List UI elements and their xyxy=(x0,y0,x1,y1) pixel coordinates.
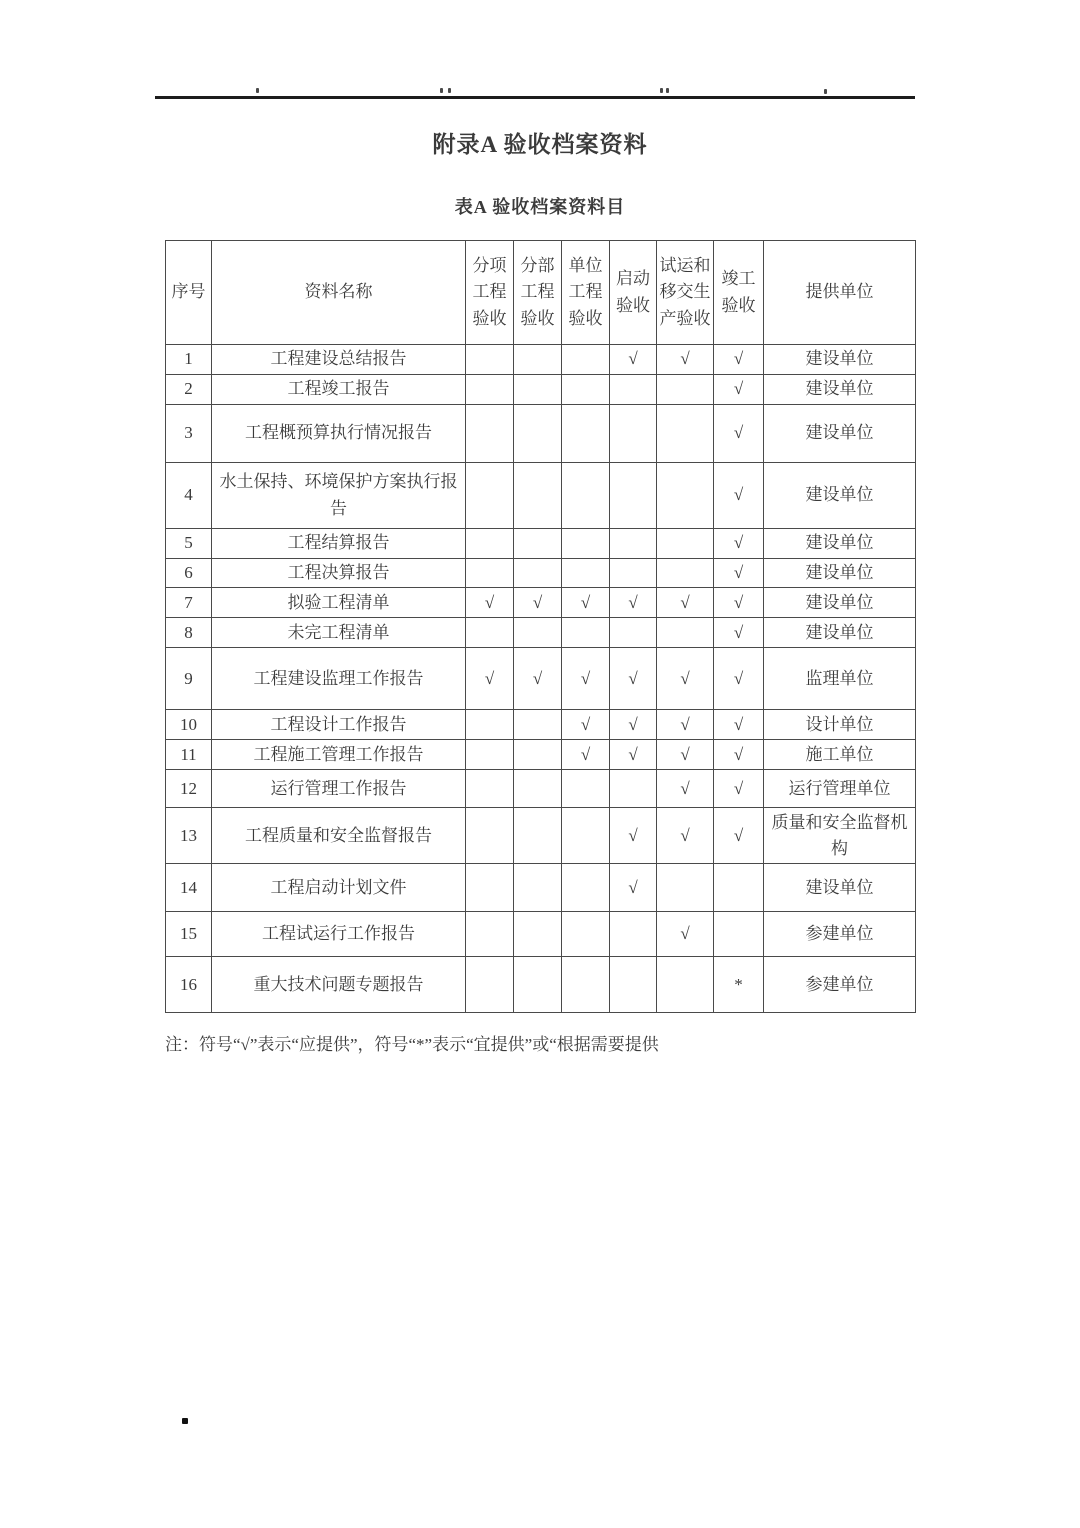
col-header-startup-acceptance: 启动验收 xyxy=(610,241,657,345)
col-header-material-name: 资料名称 xyxy=(212,241,466,345)
row-number: 11 xyxy=(166,740,212,770)
mark-trial-handover xyxy=(657,529,714,559)
mark-trial-handover xyxy=(657,405,714,463)
table-row xyxy=(166,740,916,770)
row-number: 16 xyxy=(166,957,212,1013)
mark-completion: √ xyxy=(714,463,764,529)
mark-trial-handover: √ xyxy=(657,808,714,864)
mark-trial-handover xyxy=(657,375,714,405)
row-number: 15 xyxy=(166,912,212,957)
mark-division: √ xyxy=(514,648,562,710)
row-number: 8 xyxy=(166,618,212,648)
mark-division xyxy=(514,559,562,588)
mark-startup: √ xyxy=(610,808,657,864)
mark-completion: √ xyxy=(714,529,764,559)
mark-division xyxy=(514,618,562,648)
col-header-provider-unit: 提供单位 xyxy=(764,241,916,345)
mark-subitem xyxy=(466,345,514,375)
mark-unit xyxy=(562,405,610,463)
smudge-mark xyxy=(256,88,259,93)
material-name: 工程结算报告 xyxy=(212,529,466,559)
row-number: 5 xyxy=(166,529,212,559)
mark-trial-handover xyxy=(657,957,714,1013)
mark-completion xyxy=(714,864,764,912)
mark-completion: √ xyxy=(714,618,764,648)
material-name: 拟验工程清单 xyxy=(212,588,466,618)
material-name: 工程试运行工作报告 xyxy=(212,912,466,957)
table-row xyxy=(166,375,916,405)
row-number: 9 xyxy=(166,648,212,710)
provider-unit: 监理单位 xyxy=(764,648,916,710)
material-name: 工程概预算执行情况报告 xyxy=(212,405,466,463)
mark-subitem xyxy=(466,529,514,559)
mark-subitem xyxy=(466,559,514,588)
page-title: 附录A 验收档案资料 xyxy=(432,132,648,157)
table-row xyxy=(166,770,916,808)
row-number: 13 xyxy=(166,808,212,864)
row-number: 12 xyxy=(166,770,212,808)
header-rule xyxy=(155,96,915,99)
table-row xyxy=(166,463,916,529)
table-row xyxy=(166,808,916,864)
provider-unit: 建设单位 xyxy=(764,345,916,375)
mark-startup: √ xyxy=(610,345,657,375)
mark-unit xyxy=(562,463,610,529)
mark-subitem xyxy=(466,957,514,1013)
row-number: 6 xyxy=(166,559,212,588)
mark-subitem xyxy=(466,618,514,648)
mark-unit xyxy=(562,957,610,1013)
table-row xyxy=(166,648,916,710)
mark-unit xyxy=(562,529,610,559)
mark-division xyxy=(514,808,562,864)
provider-unit: 建设单位 xyxy=(764,618,916,648)
mark-completion: √ xyxy=(714,740,764,770)
table-body xyxy=(166,345,916,1013)
mark-trial-handover: √ xyxy=(657,740,714,770)
mark-trial-handover: √ xyxy=(657,912,714,957)
table-row xyxy=(166,912,916,957)
table-header-row xyxy=(166,241,916,345)
provider-unit: 参建单位 xyxy=(764,957,916,1013)
mark-startup: √ xyxy=(610,588,657,618)
smudge-mark xyxy=(824,89,827,94)
mark-completion: √ xyxy=(714,345,764,375)
material-name: 工程施工管理工作报告 xyxy=(212,740,466,770)
mark-division xyxy=(514,770,562,808)
mark-startup: √ xyxy=(610,864,657,912)
mark-subitem xyxy=(466,463,514,529)
mark-completion: √ xyxy=(714,375,764,405)
mark-startup xyxy=(610,375,657,405)
provider-unit: 运行管理单位 xyxy=(764,770,916,808)
mark-trial-handover xyxy=(657,864,714,912)
mark-trial-handover xyxy=(657,463,714,529)
mark-division xyxy=(514,405,562,463)
mark-trial-handover: √ xyxy=(657,770,714,808)
acceptance-archive-table xyxy=(165,240,916,1013)
stray-dot xyxy=(182,1418,188,1424)
row-number: 1 xyxy=(166,345,212,375)
mark-division xyxy=(514,740,562,770)
mark-unit xyxy=(562,808,610,864)
mark-unit xyxy=(562,559,610,588)
mark-unit xyxy=(562,770,610,808)
provider-unit: 建设单位 xyxy=(764,559,916,588)
mark-division xyxy=(514,375,562,405)
table-row xyxy=(166,864,916,912)
mark-division xyxy=(514,912,562,957)
smudge-mark xyxy=(440,88,443,93)
mark-trial-handover: √ xyxy=(657,345,714,375)
mark-completion: * xyxy=(714,957,764,1013)
mark-trial-handover xyxy=(657,618,714,648)
mark-completion: √ xyxy=(714,588,764,618)
mark-completion: √ xyxy=(714,405,764,463)
mark-completion: √ xyxy=(714,770,764,808)
smudge-mark xyxy=(660,88,663,93)
table-footnote: 注：符号“√”表示“应提供”，符号“*”表示“宜提供”或“根据需要提供 xyxy=(165,1035,659,1054)
table-row xyxy=(166,345,916,375)
material-name: 工程竣工报告 xyxy=(212,375,466,405)
mark-startup xyxy=(610,463,657,529)
header-row xyxy=(166,241,916,345)
mark-subitem xyxy=(466,808,514,864)
mark-division xyxy=(514,710,562,740)
mark-division xyxy=(514,345,562,375)
mark-trial-handover: √ xyxy=(657,710,714,740)
mark-unit xyxy=(562,864,610,912)
table-row xyxy=(166,957,916,1013)
mark-completion: √ xyxy=(714,710,764,740)
mark-division xyxy=(514,957,562,1013)
mark-division: √ xyxy=(514,588,562,618)
mark-subitem xyxy=(466,864,514,912)
table-caption: 表A 验收档案资料目 xyxy=(454,197,626,217)
mark-subitem xyxy=(466,740,514,770)
material-name: 工程建设监理工作报告 xyxy=(212,648,466,710)
mark-completion xyxy=(714,912,764,957)
mark-subitem xyxy=(466,912,514,957)
mark-startup xyxy=(610,559,657,588)
mark-completion: √ xyxy=(714,559,764,588)
mark-unit xyxy=(562,618,610,648)
mark-startup xyxy=(610,770,657,808)
col-header-subitem-acceptance: 分项工程验收 xyxy=(466,241,514,345)
smudge-mark xyxy=(448,88,451,93)
col-header-index: 序号 xyxy=(166,241,212,345)
provider-unit: 建设单位 xyxy=(764,463,916,529)
row-number: 10 xyxy=(166,710,212,740)
mark-startup xyxy=(610,957,657,1013)
material-name: 未完工程清单 xyxy=(212,618,466,648)
mark-unit: √ xyxy=(562,648,610,710)
mark-division xyxy=(514,529,562,559)
col-header-trial-handover-acceptance: 试运和移交生产验收 xyxy=(657,241,714,345)
row-number: 2 xyxy=(166,375,212,405)
col-header-completion-acceptance: 竣工验收 xyxy=(714,241,764,345)
table-row xyxy=(166,529,916,559)
mark-startup: √ xyxy=(610,740,657,770)
table-row xyxy=(166,559,916,588)
material-name: 重大技术问题专题报告 xyxy=(212,957,466,1013)
material-name: 水土保持、环境保护方案执行报告 xyxy=(212,463,466,529)
mark-division xyxy=(514,463,562,529)
provider-unit: 建设单位 xyxy=(764,588,916,618)
provider-unit: 施工单位 xyxy=(764,740,916,770)
mark-startup xyxy=(610,529,657,559)
col-header-division-acceptance: 分部工程验收 xyxy=(514,241,562,345)
mark-unit xyxy=(562,912,610,957)
mark-startup: √ xyxy=(610,710,657,740)
mark-unit xyxy=(562,345,610,375)
mark-unit: √ xyxy=(562,588,610,618)
material-name: 工程启动计划文件 xyxy=(212,864,466,912)
provider-unit: 设计单位 xyxy=(764,710,916,740)
provider-unit: 建设单位 xyxy=(764,405,916,463)
mark-completion: √ xyxy=(714,808,764,864)
table-row xyxy=(166,618,916,648)
mark-trial-handover: √ xyxy=(657,648,714,710)
material-name: 工程决算报告 xyxy=(212,559,466,588)
mark-unit xyxy=(562,375,610,405)
mark-subitem xyxy=(466,770,514,808)
smudge-mark xyxy=(666,88,669,93)
mark-subitem: √ xyxy=(466,588,514,618)
provider-unit: 建设单位 xyxy=(764,375,916,405)
material-name: 工程设计工作报告 xyxy=(212,710,466,740)
material-name: 工程建设总结报告 xyxy=(212,345,466,375)
mark-startup xyxy=(610,618,657,648)
mark-subitem xyxy=(466,375,514,405)
row-number: 3 xyxy=(166,405,212,463)
row-number: 7 xyxy=(166,588,212,618)
row-number: 14 xyxy=(166,864,212,912)
mark-trial-handover: √ xyxy=(657,588,714,618)
provider-unit: 建设单位 xyxy=(764,529,916,559)
mark-unit: √ xyxy=(562,710,610,740)
table-row xyxy=(166,710,916,740)
mark-completion: √ xyxy=(714,648,764,710)
provider-unit: 参建单位 xyxy=(764,912,916,957)
mark-unit: √ xyxy=(562,740,610,770)
provider-unit: 建设单位 xyxy=(764,864,916,912)
provider-unit: 质量和安全监督机构 xyxy=(764,808,916,864)
col-header-unit-acceptance: 单位工程验收 xyxy=(562,241,610,345)
mark-subitem xyxy=(466,405,514,463)
material-name: 运行管理工作报告 xyxy=(212,770,466,808)
mark-trial-handover xyxy=(657,559,714,588)
mark-startup: √ xyxy=(610,648,657,710)
mark-division xyxy=(514,864,562,912)
mark-startup xyxy=(610,405,657,463)
mark-startup xyxy=(610,912,657,957)
material-name: 工程质量和安全监督报告 xyxy=(212,808,466,864)
mark-subitem: √ xyxy=(466,648,514,710)
table-row xyxy=(166,405,916,463)
mark-subitem xyxy=(466,710,514,740)
row-number: 4 xyxy=(166,463,212,529)
table-row xyxy=(166,588,916,618)
